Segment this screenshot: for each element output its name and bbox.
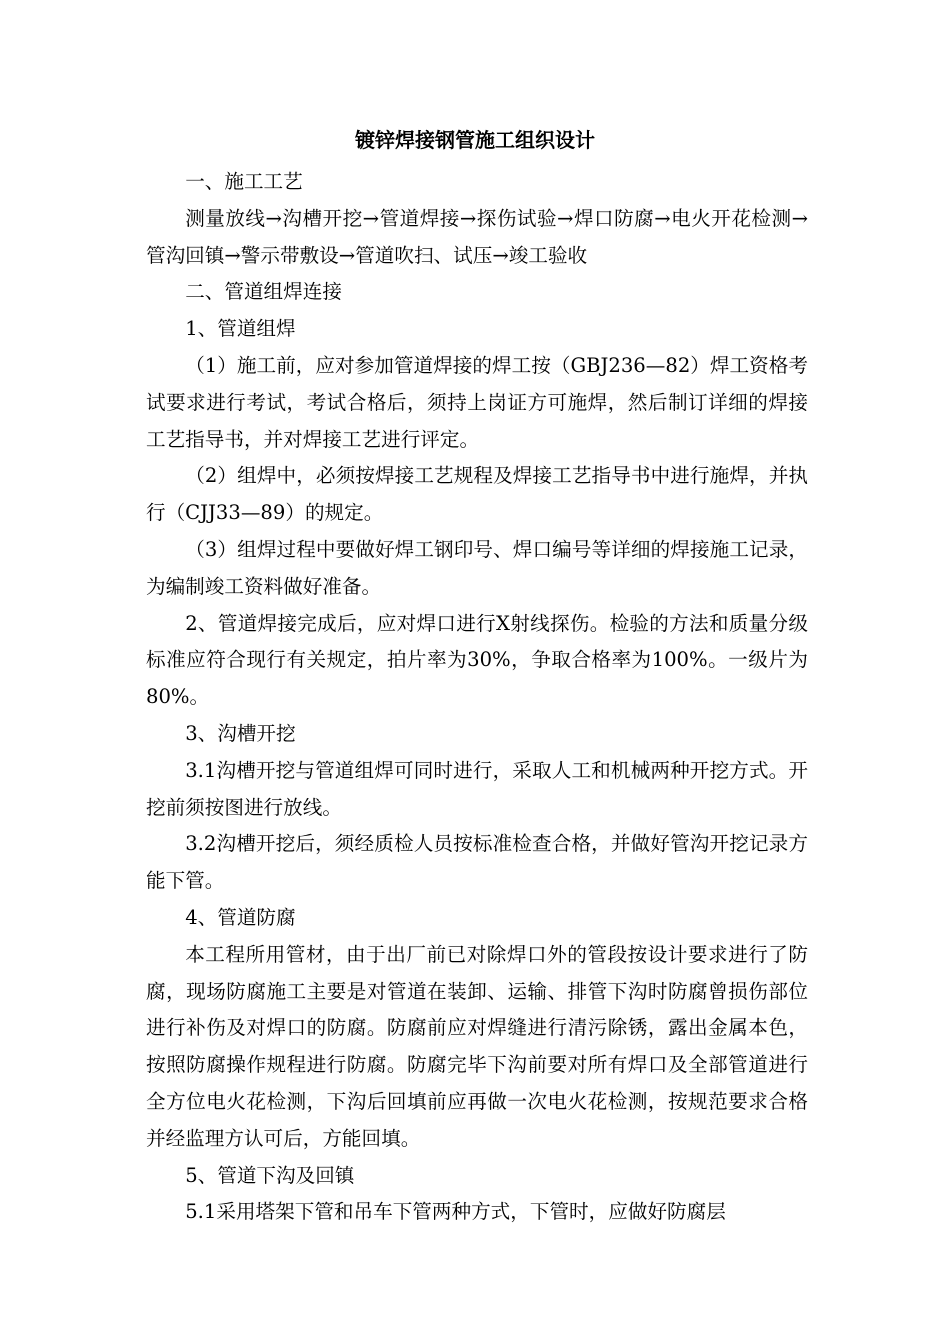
document-body bbox=[146, 164, 808, 1231]
trench-item-2-paragraph: 3.2沟槽开挖后，须经质检人员按标准检查合格，并做好管沟开挖记录方能下管。 bbox=[146, 832, 808, 893]
welding-item-2-paragraph: （2）组焊中，必须按焊接工艺规程及焊接工艺指导书中进行施焊，并执行（CJJ33—89）的规定。 bbox=[146, 464, 808, 525]
subsection-heading-trench: 3、沟槽开挖 bbox=[185, 721, 296, 745]
process-flow-paragraph: 测量放线→沟槽开挖→管道焊接→探伤试验→焊口防腐→电火开花检测→管沟回镇→警示带敷设→管道吹扫、试压→竣工验收 bbox=[146, 206, 808, 267]
lowering-item-1-paragraph: 5.1采用塔架下管和吊车下管两种方式，下管时，应做好防腐层 bbox=[185, 1200, 726, 1224]
document-title: 镀锌焊接钢管施工组织设计 bbox=[355, 128, 595, 152]
subsection-heading-pipe-welding: 1、管道组焊 bbox=[185, 317, 296, 341]
section-heading-process: 一、施工工艺 bbox=[185, 170, 303, 193]
anticorrosion-paragraph: 本工程所用管材，由于出厂前已对除焊口外的管段按设计要求进行了防腐，现场防腐施工主要是对管道在装卸、运输、排管下沟时防腐曾损伤部位进行补伤及对焊口的防腐。防腐前应对焊缝进行清污除锈，露出金属本色，按照防腐操作规程进行防腐。防腐完毕下沟前要对所有焊口及全部管道进行全方位电火花检测，下沟后回填前应再做一次电火花检测，按规范要求合格并经监理方认可后，方能回填。 bbox=[146, 942, 808, 1150]
welding-item-1-paragraph: （1）施工前，应对参加管道焊接的焊工按（GBJ236—82）焊工资格考试要求进行考试，考试合格后，须持上岗证方可施焊，然后制订详细的焊接工艺指导书，并对焊接工艺进行评定。 bbox=[146, 353, 808, 451]
trench-item-1-paragraph: 3.1沟槽开挖与管道组焊可同时进行，采取人工和机械两种开挖方式。开挖前须按图进行放线。 bbox=[146, 758, 808, 819]
welding-item-3-paragraph: （3）组焊过程中要做好焊工钢印号、焊口编号等详细的焊接施工记录，为编制竣工资料做好准备。 bbox=[146, 537, 808, 598]
subsection-heading-lowering: 5、管道下沟及回镇 bbox=[185, 1163, 355, 1187]
section-heading-welding: 二、管道组焊连接 bbox=[185, 280, 342, 304]
xray-inspection-paragraph: 2、管道焊接完成后，应对焊口进行X射线探伤。检验的方法和质量分级标准应符合现行有关规定，拍片率为30%，争取合格率为100%。一级片为80%。 bbox=[146, 611, 808, 709]
subsection-heading-anticorrosion: 4、管道防腐 bbox=[185, 905, 296, 929]
